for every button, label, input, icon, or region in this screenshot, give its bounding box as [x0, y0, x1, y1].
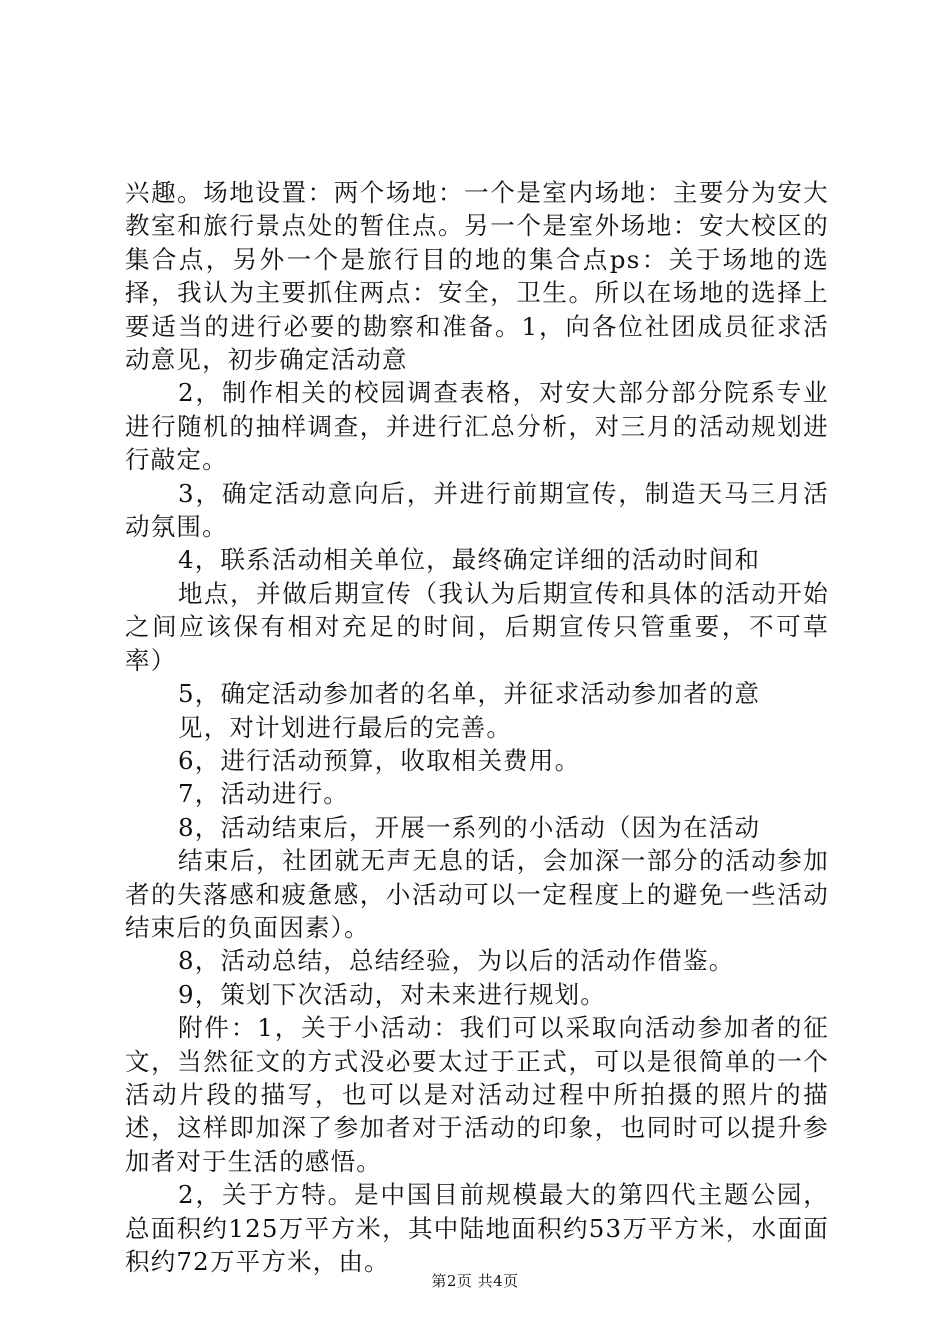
paragraph-1: 兴趣。场地设置：两个场地：一个是室内场地：主要分为安大教室和旅行景点处的暂住点。另一个是室外场地：安大校区的集合点，另外一个是旅行目的地的集合点ps：关于场地的选择，我认为主要抓住两点：安全，卫生。所以在场地的选择上要适当的进行必要的勘察和准备。1，向各位社团成员征求活动意见，初步确定活动意 [125, 178, 829, 375]
paragraph-14: 附件：1，关于小活动：我们可以采取向活动参加者的征文，当然征文的方式没必要太过于正式，可以是很简单的一个活动片段的描写，也可以是对活动过程中所拍摄的照片的描述，这样即加深了参加者对于活动的印象，也同时可以提升参加者对于生活的感悟。 [125, 1013, 829, 1176]
paragraph-4: 4，联系活动相关单位，最终确定详细的活动时间和 [178, 545, 761, 575]
paragraph-3: 3，确定活动意向后，并进行前期宣传，制造天马三月活动氛围。 [125, 478, 829, 542]
paragraph-15: 2，关于方特。是中国目前规模最大的第四代主题公园，总面积约125万平方米，其中陆地面积约53万平方米，水面面积约72万平方米，由。 [125, 1180, 829, 1276]
paragraph-12: 8，活动总结，总结经验，为以后的活动作借鉴。 [178, 946, 735, 976]
page-footer [0, 1270, 950, 1291]
paragraph-2: 2，制作相关的校园调查表格，对安大部分部分院系专业进行随机的抽样调查，并进行汇总分析，对三月的活动规划进行敲定。 [125, 378, 829, 475]
paragraph-13: 9，策划下次活动，对未来进行规划。 [178, 979, 606, 1009]
paragraph-10: 8，活动结束后，开展一系列的小活动（因为在活动 [178, 812, 761, 842]
paragraph-8: 6，进行活动预算，收取相关费用。 [178, 745, 581, 775]
paragraph-7: 见，对计划进行最后的完善。 [178, 712, 513, 742]
paragraph-11: 结束后，社团就无声无息的话，会加深一部分的活动参加者的失落感和疲惫感，小活动可以一定程度上的避免一些活动结束后的负面因素）。 [125, 846, 829, 942]
page-number-label: 第2页 共4页 [431, 1272, 519, 1290]
paragraph-9: 7，活动进行。 [178, 779, 349, 809]
document-body [125, 176, 829, 1278]
paragraph-6: 5，确定活动参加者的名单，并征求活动参加者的意 [178, 679, 761, 709]
paragraph-5: 地点，并做后期宣传（我认为后期宣传和具体的活动开始之间应该保有相对充足的时间，后期宣传只管重要，不可草率） [125, 578, 829, 675]
